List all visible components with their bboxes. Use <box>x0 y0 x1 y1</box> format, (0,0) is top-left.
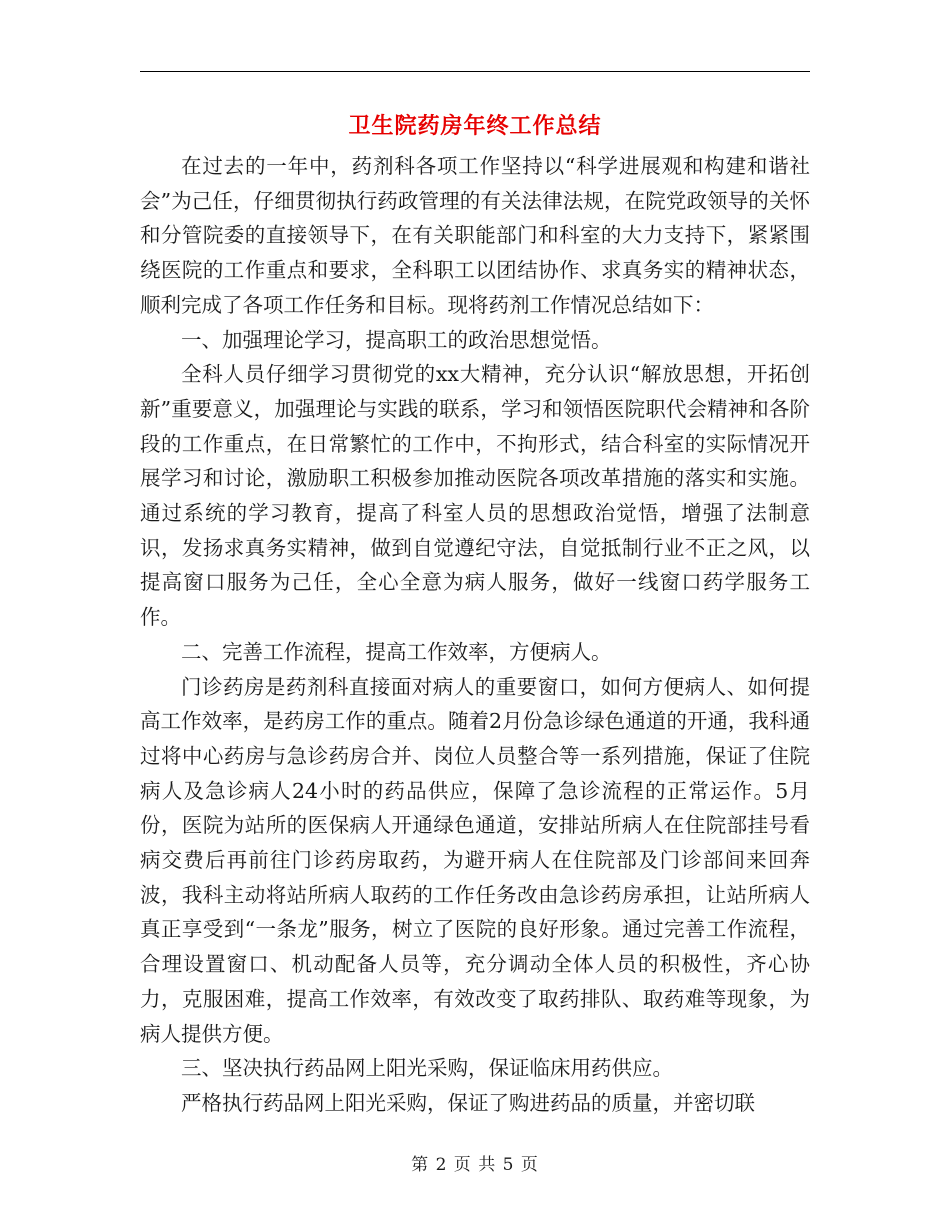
section-heading-3: 三、坚决执行药品网上阳光采购，保证临床用药供应。 <box>181 1056 673 1081</box>
section-heading-1: 一、加强理论学习，提高职工的政治思想觉悟。 <box>181 327 612 352</box>
header-rule <box>140 71 810 72</box>
section-heading-2: 二、完善工作流程，提高工作效率，方便病人。 <box>181 639 612 664</box>
paragraph-section-2: 门诊药房是药剂科直接面对病人的重要窗口，如何方便病人、如何提高工作效率，是药房工作的重点。随着2月份急诊绿色通道的开通，我科通过将中心药房与急诊药房合并、岗位人员整合等一系列措施，保证了住院病人及急诊病人24小时的药品供应，保障了急诊流程的正常运作。5月份，医院为站所的医保病人开通绿色通道，安排站所病人在住院部挂号看病交费后再前往门诊药房取药，为避开病人在住院部及门诊部间来回奔波，我科主动将站所病人取药的工作任务改由急诊药房承担，让站所病人真正享受到“一条龙”服务，树立了医院的良好形象。通过完善工作流程，合理设置窗口、机动配备人员等，充分调动全体人员的积极性，齐心协力，克服困难，提高工作效率，有效改变了取药排队、取药难等现象，为病人提供方便。 <box>140 674 810 1046</box>
page-number-footer: 第 2 页 共 5 页 <box>411 1155 539 1175</box>
paragraph-section-1: 全科人员仔细学习贯彻党的xx大精神，充分认识“解放思想，开拓创新”重要意义，加强理论与实践的联系，学习和领悟医院职代会精神和各阶段的工作重点，在日常繁忙的工作中，不拘形式，结合科室的实际情况开展学习和讨论，激励职工积极参加推动医院各项改革措施的落实和实施。通过系统的学习教育，提高了科室人员的思想政治觉悟，增强了法制意识，发扬求真务实精神，做到自觉遵纪守法，自觉抵制行业不正之风，以提高窗口服务为己任，全心全意为病人服务，做好一线窗口药学服务工作。 <box>140 362 810 630</box>
document-title: 卫生院药房年终工作总结 <box>348 113 602 139</box>
document-body <box>140 149 810 1121</box>
paragraph-intro: 在过去的一年中，药剂科各项工作坚持以“科学进展观和构建和谐社会”为己任，仔细贯彻执行药政管理的有关法律法规，在院党政领导的关怀和分管院委的直接领导下，在有关职能部门和科室的大力支持下，紧紧围绕医院的工作重点和要求，全科职工以团结协作、求真务实的精神状态，顺利完成了各项工作任务和目标。现将药剂工作情况总结如下： <box>140 154 810 317</box>
paragraph-section-3: 严格执行药品网上阳光采购，保证了购进药品的质量，并密切联 <box>181 1090 755 1115</box>
